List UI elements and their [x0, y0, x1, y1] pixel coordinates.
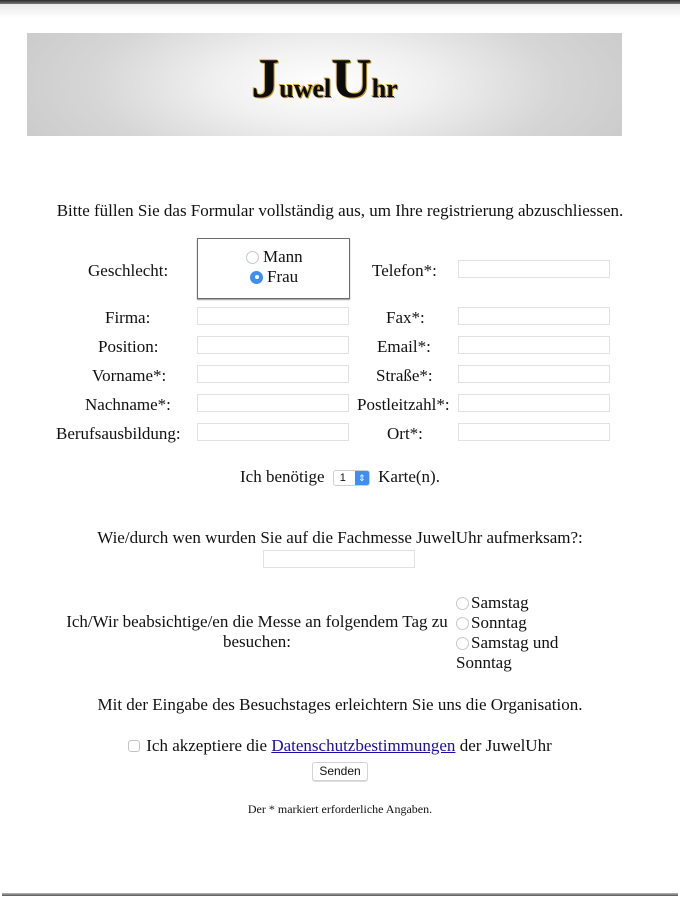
ort-input[interactable] [458, 423, 610, 441]
logo-text-hr: hr [371, 74, 398, 103]
ticket-count-select[interactable] [333, 470, 370, 486]
privacy-policy-link[interactable]: Datenschutzbestimmungen [271, 736, 456, 755]
privacy-prefix: Ich akzeptiere die [146, 736, 268, 755]
intro-text: Bitte füllen Sie das Formular vollständig aus, um Ihre registrierung abzuschliessen. [56, 201, 624, 220]
submit-button[interactable]: Senden [312, 762, 368, 781]
privacy-checkbox[interactable] [128, 740, 140, 752]
radio-mann-label: Mann [263, 247, 303, 266]
telefon-label: Telefon*: [372, 261, 437, 280]
privacy-row [0, 736, 680, 756]
position-label: Position: [98, 337, 159, 356]
radio-both[interactable] [456, 637, 469, 650]
vorname-input[interactable] [197, 365, 349, 383]
nachname-label: Nachname*: [85, 395, 171, 414]
berufsausbildung-label: Berufsausbildung: [56, 424, 181, 443]
postleitzahl-label: Postleitzahl*: [357, 395, 450, 414]
ticket-row [0, 467, 680, 487]
nachname-input[interactable] [197, 394, 349, 412]
visit-day-question-line2: besuchen: [223, 632, 291, 651]
logo-text-uwel: uwel [279, 74, 332, 103]
radio-samstag-label: Samstag [471, 593, 529, 612]
logo-letter-j: J [251, 48, 280, 110]
fax-input[interactable] [458, 307, 610, 325]
ort-label: Ort*: [387, 424, 423, 443]
header-banner [27, 33, 622, 136]
referral-question: Wie/durch wen wurden Sie auf die Fachmesse JuwelUhr aufmerksam?: [97, 528, 583, 547]
visit-day-question [62, 612, 452, 652]
radio-frau[interactable] [250, 271, 263, 284]
gender-label: Geschlecht: [88, 261, 169, 280]
gender-option-frau[interactable] [250, 267, 298, 287]
email-label: Email*: [377, 337, 431, 356]
strasse-label: Straße*: [376, 366, 433, 385]
radio-samstag[interactable] [456, 597, 469, 610]
logo-letter-u: U [331, 48, 372, 110]
organisation-note: Mit der Eingabe des Besuchstages erleichtern Sie uns die Organisation. [97, 695, 583, 714]
radio-mann[interactable] [246, 251, 259, 264]
berufsausbildung-input[interactable] [197, 423, 349, 441]
required-footnote: Der * markiert erforderliche Angaben. [247, 802, 433, 816]
referral-input[interactable] [263, 550, 415, 568]
day-option-sonntag[interactable] [456, 613, 558, 633]
window-top-shadow [0, 4, 680, 18]
visit-day-radio-group [456, 593, 558, 673]
day-option-both[interactable] [456, 633, 558, 653]
gender-option-mann[interactable] [246, 247, 303, 267]
radio-sonntag-label: Sonntag [471, 613, 527, 632]
ticket-count-value: 1 [339, 472, 346, 485]
position-input[interactable] [197, 336, 349, 354]
day-option-samstag[interactable] [456, 593, 558, 613]
radio-both-label: Samstag und [471, 633, 559, 652]
juweluhr-logo [27, 48, 622, 110]
updown-chevron-icon: ⇕ [355, 470, 369, 486]
fax-label: Fax*: [386, 308, 425, 327]
radio-frau-label: Frau [267, 267, 299, 286]
gender-radio-group [197, 238, 350, 299]
email-input[interactable] [458, 336, 610, 354]
radio-both-label-wrap: Sonntag [456, 653, 512, 672]
privacy-suffix: der JuwelUhr [459, 736, 552, 755]
visit-day-question-line1: Ich/Wir beabsichtige/en die Messe an folgendem Tag zu [66, 612, 448, 631]
vorname-label: Vorname*: [92, 366, 167, 385]
telefon-input[interactable] [458, 260, 610, 278]
firma-label: Firma: [105, 308, 151, 327]
ticket-suffix: Karte(n). [378, 467, 440, 486]
postleitzahl-input[interactable] [458, 394, 610, 412]
window-bottom-edge [2, 893, 678, 896]
radio-sonntag[interactable] [456, 617, 469, 630]
strasse-input[interactable] [458, 365, 610, 383]
ticket-prefix: Ich benötige [240, 467, 325, 486]
firma-input[interactable] [197, 307, 349, 325]
